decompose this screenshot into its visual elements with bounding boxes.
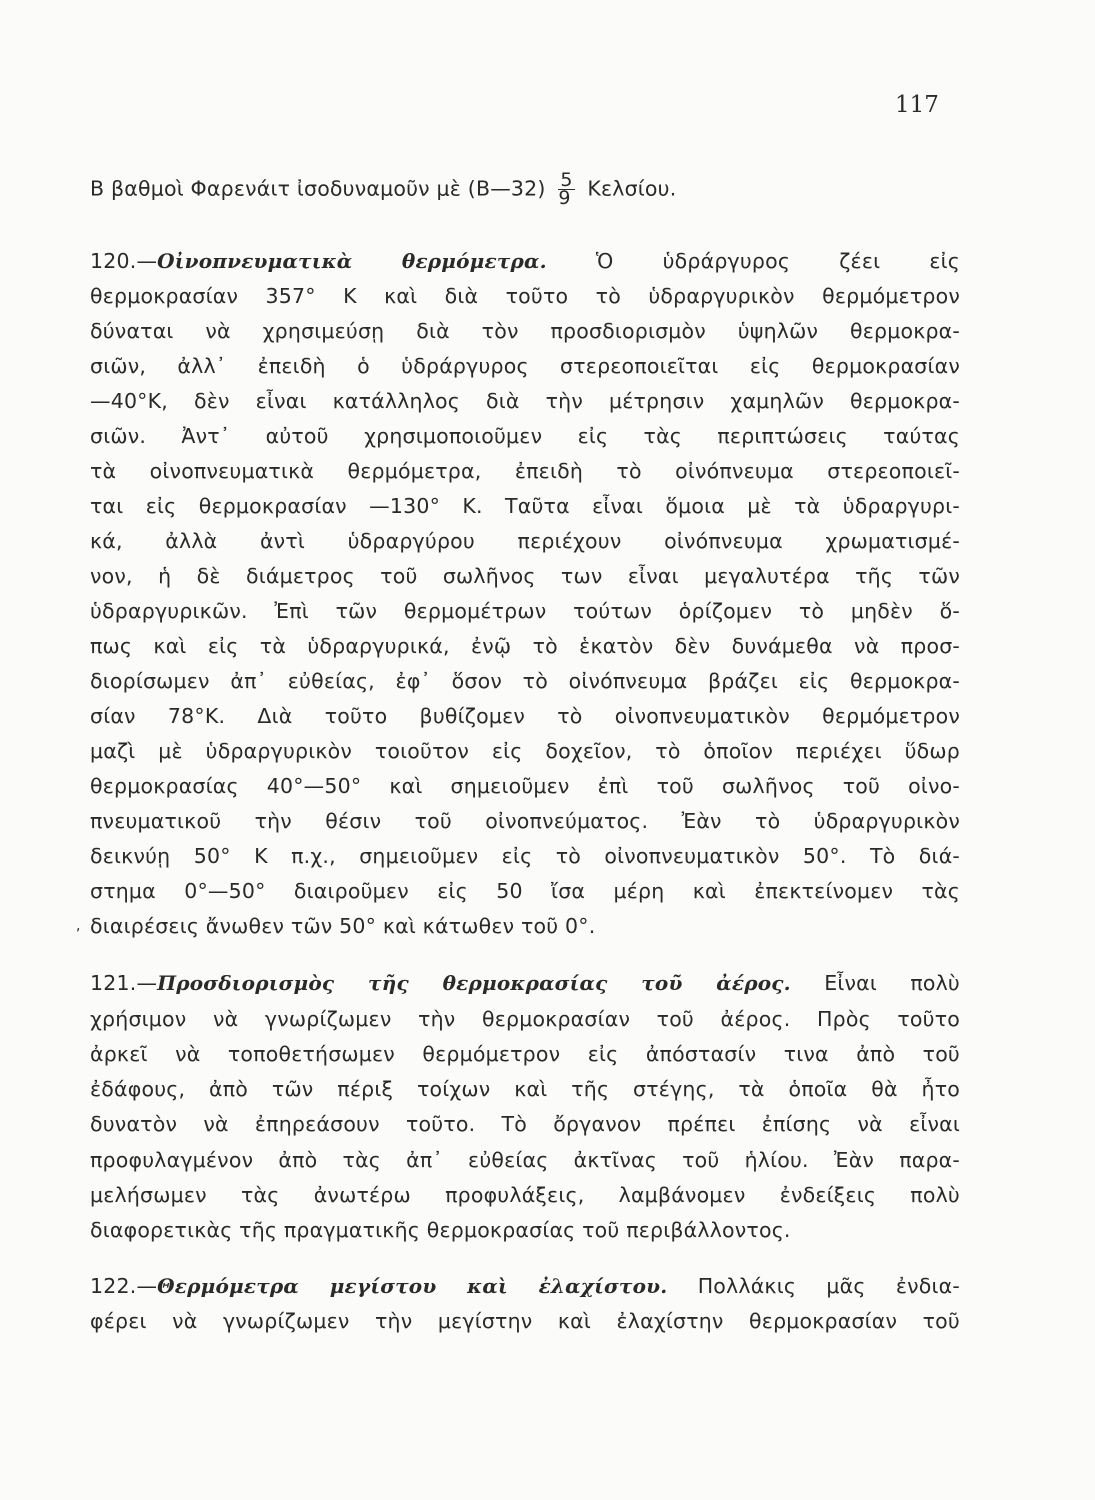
text-line: χρήσιμον νὰ γνωρίζωμεν τὴν θερμοκρασίαν τοῦ ἀέρος. Πρὸς τοῦτο — [90, 1007, 960, 1031]
text-line: προφυλαγμένον ἀπὸ τὰς ἀπ᾽ εὐθείας ἀκτῖνας τοῦ ἡλίου. Ἐὰν παρα- — [90, 1148, 960, 1172]
text-line: διαιρέσεις ἄνωθεν τῶν 50° καὶ κάτωθεν τοῦ 0°. — [90, 914, 596, 938]
text-line: Ὁ ὑδράργυρος ζέει εἰς — [595, 249, 960, 273]
text-line: σιῶν. Ἀντ᾽ αὐτοῦ χρησιμοποιοῦμεν εἰς τὰς περιπτώσεις ταύτας — [90, 424, 960, 448]
text-line: Εἶναι πολὺ — [824, 971, 960, 995]
fraction — [558, 169, 574, 209]
text-line: φέρει νὰ γνωρίζωμεν τὴν μεγίστην καὶ ἐλαχίστην θερμοκρασίαν τοῦ — [90, 1309, 960, 1333]
text-line: πνευματικοῦ τὴν θέσιν τοῦ οἰνοπνεύματος. Ἐὰν τὸ ὑδραργυρικὸν — [90, 809, 960, 833]
text-line: Πολλάκις μᾶς ἐνδια- — [697, 1274, 960, 1298]
section-heading: Θερμόμετρα μεγίστου καὶ ἐλαχίστου. — [157, 1274, 668, 1298]
text-line: στημα 0°—50° διαιροῦμεν εἰς 50 ἴσα μέρη καὶ ἐπεκτείνομεν τὰς — [90, 879, 960, 903]
text-line: ἀρκεῖ νὰ τοποθετήσωμεν θερμόμετρον εἰς ἀπόστασίν τινα ἀπὸ τοῦ — [90, 1042, 960, 1066]
section-number: 120.— — [90, 249, 158, 273]
text-line: νον, ἡ δὲ διάμετρος τοῦ σωλῆνος των εἶναι μεγαλυτέρα τῆς τῶν — [90, 564, 960, 588]
page-number: 117 — [895, 92, 939, 118]
text-line: —40°Κ, δὲν εἶναι κατάλληλος διὰ τὴν μέτρησιν χαμηλῶν θερμοκρα- — [90, 389, 960, 413]
section-number: 121.— — [90, 971, 158, 995]
text-line: κά, ἀλλὰ ἀντὶ ὑδραργύρου περιέχουν οἰνόπνευμα χρωματισμέ- — [90, 529, 960, 553]
text-line: θερμοκρασίαν 357° Κ καὶ διὰ τοῦτο τὸ ὑδραργυρικὸν θερμόμετρον — [90, 284, 960, 308]
formula-unit: Κελσίου. — [587, 176, 677, 201]
margin-mark: , — [76, 918, 81, 934]
text-line: σίαν 78°Κ. Διὰ τοῦτο βυθίζομεν τὸ οἰνοπνευματικὸν θερμόμετρον — [90, 704, 960, 728]
text-line: ται εἰς θερμοκρασίαν —130° Κ. Ταῦτα εἶναι ὅμοια μὲ τὰ ὑδραργυρι- — [90, 494, 960, 518]
text-line: μαζὶ μὲ ὑδραργυρικὸν τοιοῦτον εἰς δοχεῖον, τὸ ὁποῖον περιέχει ὕδωρ — [90, 739, 960, 763]
section-122-heading-line — [90, 1271, 960, 1301]
text-line: δύναται νὰ χρησιμεύσῃ διὰ τὸν προσδιορισμὸν ὑψηλῶν θερμοκρα- — [90, 319, 960, 343]
text-line: σιῶν, ἀλλ᾽ ἐπειδὴ ὁ ὑδράργυρος στερεοποιεῖται εἰς θερμοκρασίαν — [90, 354, 960, 378]
text-line: δεικνύῃ 50° Κ π.χ., σημειοῦμεν εἰς τὸ οἰνοπνευματικὸν 50°. Τὸ διά- — [90, 844, 960, 868]
text-line: ἐδάφους, ἀπὸ τῶν πέριξ τοίχων καὶ τῆς στέγης, τὰ ὁποῖα θὰ ἦτο — [90, 1077, 960, 1101]
section-120-heading-line — [90, 246, 960, 276]
section-heading: Προσδιορισμὸς τῆς θερμοκρασίας τοῦ ἀέρος. — [157, 971, 791, 995]
fraction-denominator: 9 — [558, 187, 571, 209]
section-heading: Οἰνοπνευματικὰ θερμόμετρα. — [157, 249, 547, 273]
text-line: μελήσωμεν τὰς ἀνωτέρω προφυλάξεις, λαμβάνομεν ἐνδείξεις πολὺ — [90, 1183, 960, 1207]
text-line: διορίσωμεν ἀπ᾽ εὐθείας, ἐφ᾽ ὅσον τὸ οἰνόπνευμα βράζει εἰς θερμοκρα- — [90, 669, 960, 693]
formula-line — [90, 169, 960, 209]
section-number: 122.— — [90, 1274, 158, 1298]
text-line: ὑδραργυρικῶν. Ἐπὶ τῶν θερμομέτρων τούτων ὁρίζομεν τὸ μηδὲν ὅ- — [90, 599, 960, 623]
formula-text: Β βαθμοὶ Φαρενάιτ ἰσοδυναμοῦν μὲ (Β—32) — [90, 176, 546, 201]
text-line: διαφορετικὰς τῆς πραγματικῆς θερμοκρασίας τοῦ περιβάλλοντος. — [90, 1218, 791, 1242]
text-line: θερμοκρασίας 40°—50° καὶ σημειοῦμεν ἐπὶ τοῦ σωλῆνος τοῦ οἰνο- — [90, 774, 960, 798]
text-line: τὰ οἰνοπνευματικὰ θερμόμετρα, ἐπειδὴ τὸ οἰνόπνευμα στερεοποιεῖ- — [90, 459, 960, 483]
text-line: δυνατὸν νὰ ἐπηρεάσουν τοῦτο. Τὸ ὄργανον πρέπει ἐπίσης νὰ εἶναι — [90, 1112, 960, 1136]
text-line: πως καὶ εἰς τὰ ὑδραργυρικά, ἐνῷ τὸ ἑκατὸν δὲν δυνάμεθα νὰ προσ- — [90, 634, 960, 658]
fraction-numerator: 5 — [560, 169, 573, 191]
section-121-heading-line — [90, 968, 960, 998]
